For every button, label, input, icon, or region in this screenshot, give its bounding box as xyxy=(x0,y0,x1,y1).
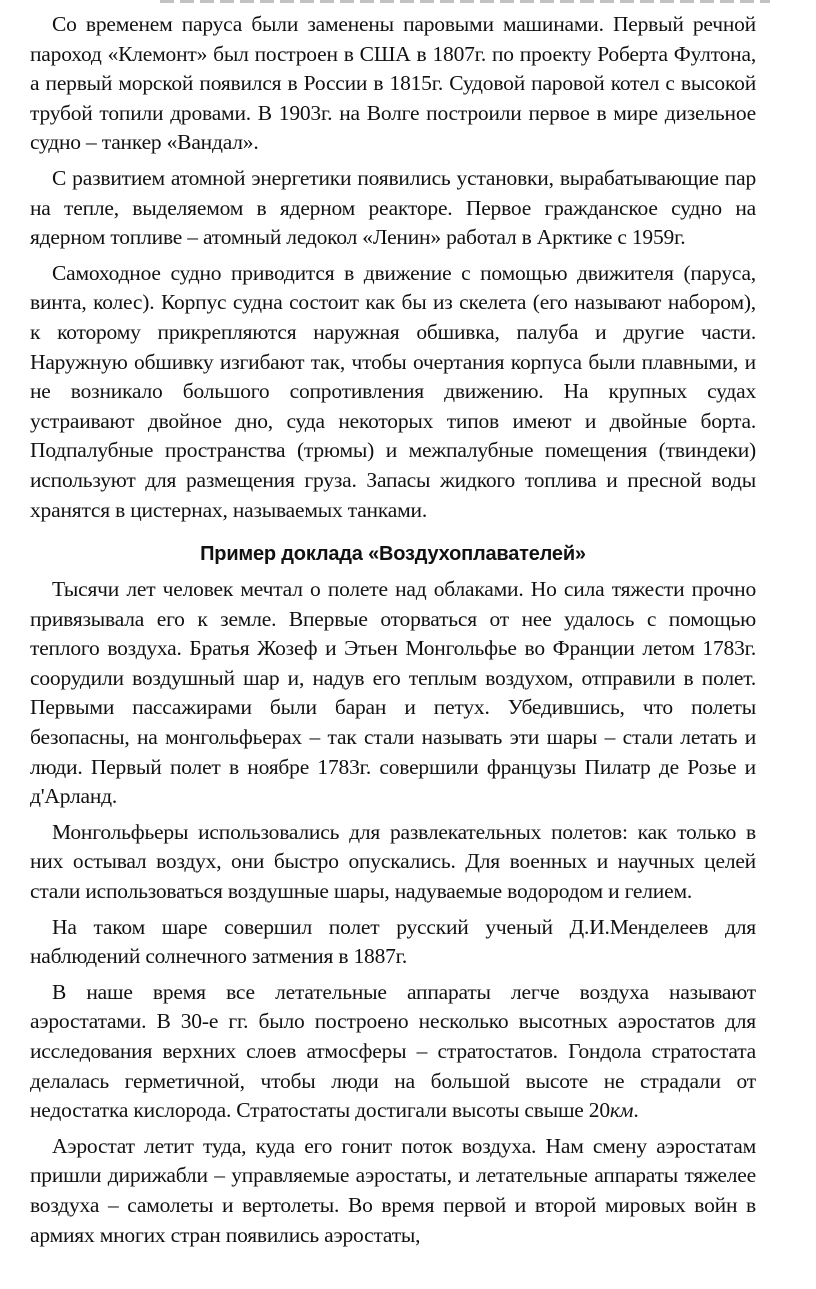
paragraph: Со временем паруса были заменены паровыми машинами. Первый речной пароход «Клемонт» был построен в США в 1807г. по проекту Роберта Фултона, а первый морской появился в России в 1815г. Судовой паровой котел с высокой трубой топили дровами. В 1903г. на Волге построили первое в мире дизельное судно – танкер «Вандал». xyxy=(30,12,756,155)
paragraph-end: . xyxy=(633,1098,639,1123)
paragraph xyxy=(30,978,756,1126)
paragraph: Самоходное судно приводится в движение с помощью движителя (паруса, винта, колес). Корпус судна состоит как бы из скелета (его называют набором), к которому прикрепляются наружная обшивка, палуба и другие части. Наружную обшивку изгибают так, чтобы очертания корпуса были плавными, и не возникало большого сопротивления движению. На крупных судах устраивают двойное дно, суда некоторых типов имеют и двойные борта. Подпалубные пространства (трюмы) и межпалубные помещения (твиндеки) используют для размещения груза. Запасы жидкого топлива и пресной воды хранятся в цистернах, называемых танками. xyxy=(30,260,756,522)
section-heading: Пример доклада «Воздухоплавателей» xyxy=(200,543,586,566)
top-rule xyxy=(160,0,770,3)
paragraph-text: В наше время все летательные аппараты легче воздуха называют аэростатами. В 30-е гг. было построено несколько высотных аэростатов для исследования верхних слоев атмосферы – стратостатов. Гондола стратостата делалась герметичной, чтобы люди на большой высоте не страдали от недостатка кислорода. Стратостаты достигали высоты свыше 20 xyxy=(30,979,756,1123)
paragraph: Аэростат летит туда, куда его гонит поток воздуха. Нам смену аэростатам пришли дирижабли – управляемые аэростаты, и летательные аппараты тяжелее воздуха – самолеты и вертолеты. Во время первой и второй мировых войн в армиях многих стран появились аэростаты, xyxy=(30,1133,756,1247)
document-page xyxy=(30,6,756,1256)
section-aeronautics xyxy=(30,575,756,1250)
paragraph: С развитием атомной энергетики появились установки, вырабатывающие пар на тепле, выделяемом в ядерном реакторе. Первое гражданское судно на ядерном топливе – атомный ледокол «Ленин» работал в Арктике с 1959г. xyxy=(30,165,756,250)
paragraph: На таком шаре совершил полет русский ученый Д.И.Менделеев для наблюдений солнечного затмения в 1887г. xyxy=(30,914,756,969)
unit-km: км xyxy=(609,1098,634,1123)
paragraph: Монгольфьеры использовались для развлекательных полетов: как только в них остывал воздух, они быстро опускались. Для военных и научных целей стали использоваться воздушные шары, надуваемые водородом и гелием. xyxy=(30,819,756,904)
paragraph: Тысячи лет человек мечтал о полете над облаками. Но сила тяжести прочно привязывала его к земле. Впервые оторваться от нее удалось с помощью теплого воздуха. Братья Жозеф и Этьен Монгольфье во Франции летом 1783г. соорудили воздушный шар и, надув его теплым воздухом, отправили в полет. Первыми пассажирами были баран и петух. Убедившись, что полеты безопасны, на монгольфьерах – так стали называть эти шары – стали летать и люди. Первый полет в ноябре 1783г. совершили французы Пилатр де Розье и д'Арланд. xyxy=(30,577,756,809)
section-steamships xyxy=(30,10,756,525)
